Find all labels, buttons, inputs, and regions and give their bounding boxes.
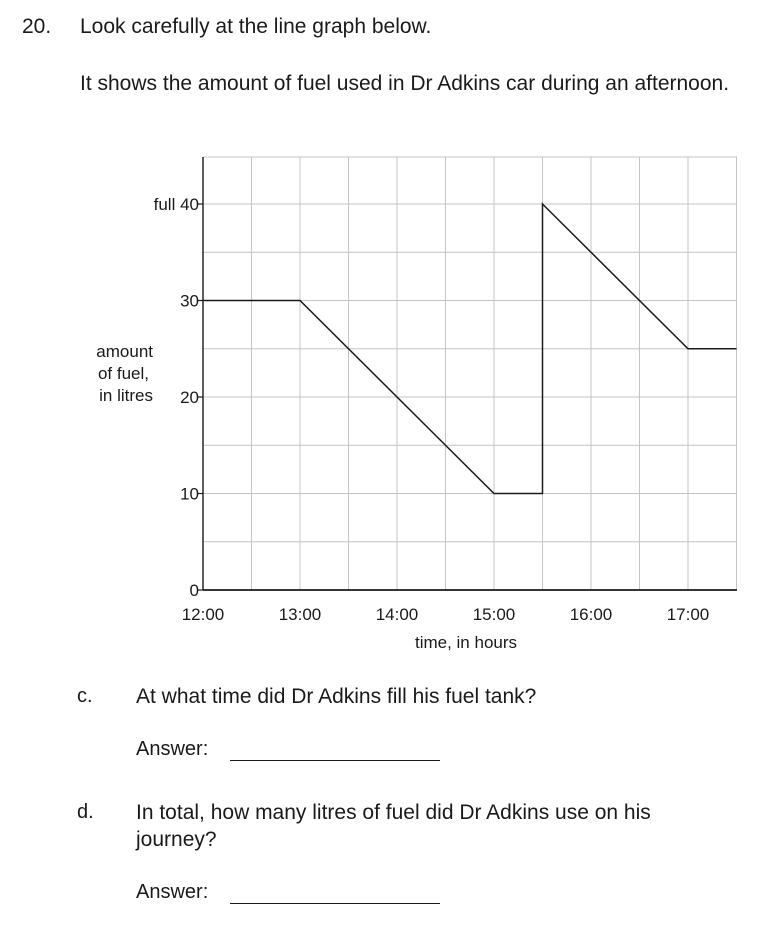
y-tick-label-30: 30 [180,291,199,311]
chart-axes [198,157,737,590]
x-tick-label-1: 13:00 [278,605,322,624]
y-tick-label-0: 0 [189,581,199,600]
y-axis-label-line-1: amount [96,342,153,361]
x-tick-label-4: 16:00 [569,605,613,624]
x-tick-label-2: 14:00 [375,605,419,624]
subquestion-d-letter: d. [77,801,94,823]
question-intro: Look carefully at the line graph below. [80,15,432,38]
y-axis-label-line-2: of fuel, [97,364,149,383]
subquestion-d-answer-field[interactable] [230,903,440,904]
subquestion-c-answer-label: Answer: [136,738,209,760]
subquestion-d-answer-label: Answer: [136,881,209,903]
y-tick-label-20: 20 [180,388,199,407]
subquestion-d-text: In total, how many litres of fuel did Dr Adkins use on his journey? [136,801,651,851]
y-axis-label-line-3: in litres [99,386,153,405]
subquestion-c-letter: c. [77,685,93,707]
question-number: 20. [22,15,52,38]
x-tick-label-5: 17:00 [666,605,710,624]
y-tick-label-40: full 40 [153,195,199,214]
question-description: It shows the amount of fuel used in Dr Adkins car during an afternoon. [80,72,730,95]
chart-grid [203,157,737,590]
x-tick-label-0: 12:00 [181,605,225,624]
y-tick-label-10: 10 [180,484,199,504]
x-tick-label-3: 15:00 [472,605,516,624]
chart-tick-labels [154,195,710,624]
subquestion-c-answer-field[interactable] [230,760,440,761]
x-axis-label: time, in hours [414,633,518,652]
subquestion-c-text: At what time did Dr Adkins fill his fuel tank? [136,685,537,708]
